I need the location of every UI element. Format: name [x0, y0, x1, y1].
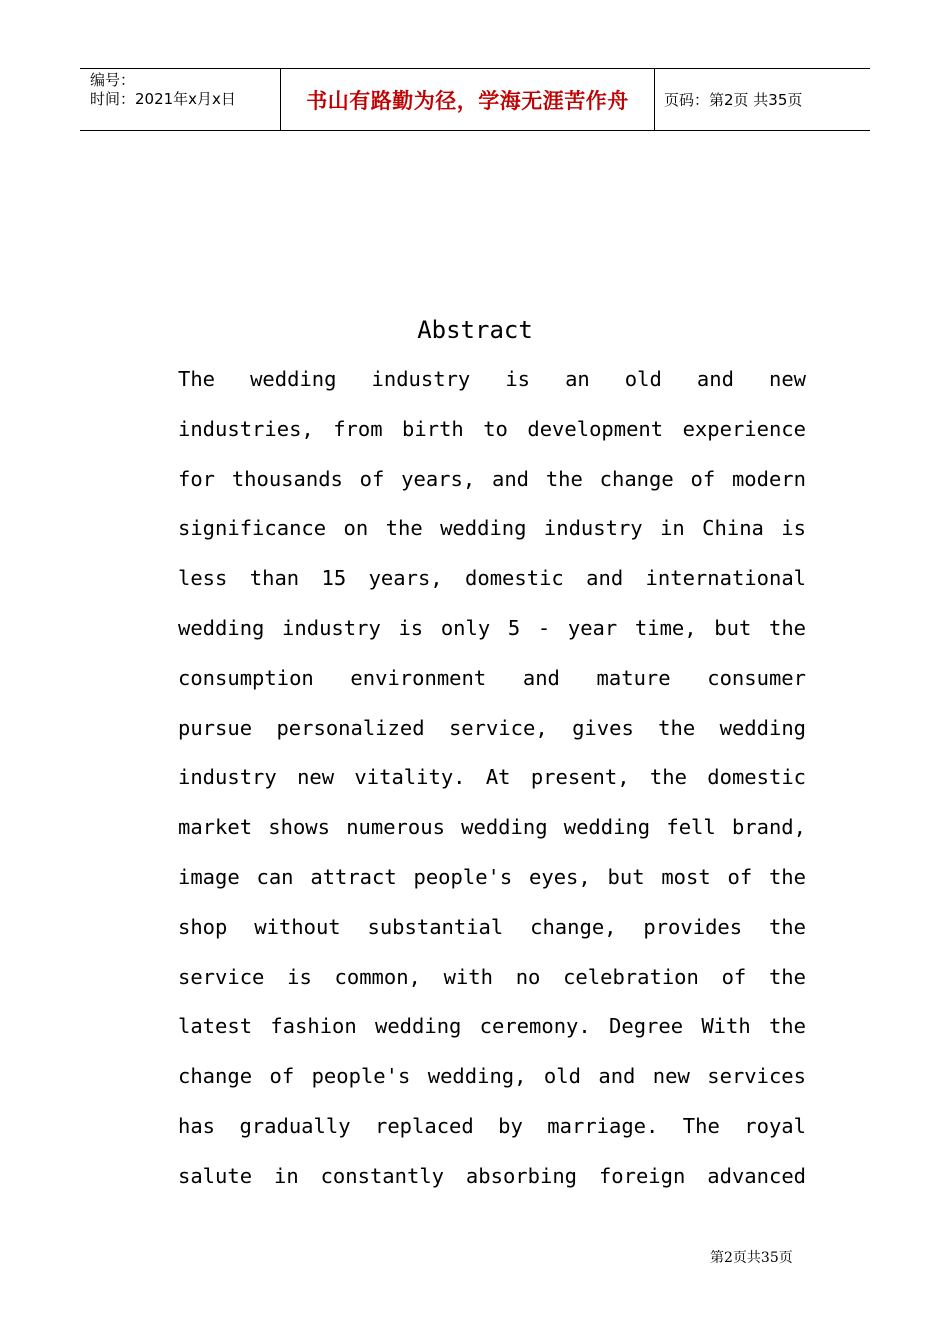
abstract-line: image can attract people's eyes, but most of the — [178, 864, 806, 889]
page-header — [80, 68, 870, 131]
abstract-line: significance on the wedding industry in China is — [178, 516, 806, 541]
abstract-body — [178, 355, 806, 1202]
header-motto-cell — [281, 69, 655, 130]
document-title: Abstract — [417, 316, 533, 344]
document-number-label: 编号： — [90, 71, 136, 89]
abstract-line: change of people's wedding, old and new services — [178, 1064, 806, 1089]
abstract-line: for thousands of years, and the change of modern — [178, 466, 806, 491]
abstract-line: has gradually replaced by marriage. The royal — [178, 1113, 806, 1138]
abstract-line: The wedding industry is an old and new — [178, 367, 806, 391]
header-meta — [80, 69, 281, 130]
abstract-line: salute in constantly absorbing foreign advanced — [178, 1163, 806, 1188]
document-date-label: 时间：2021年x月x日 — [90, 90, 236, 108]
abstract-line: industry new vitality. At present, the domestic — [178, 765, 806, 790]
footer-page-indicator: 第2页共35页 — [710, 1250, 793, 1266]
abstract-line: latest fashion wedding ceremony. Degree With the — [178, 1014, 806, 1039]
abstract-line: market shows numerous wedding wedding fell brand, — [178, 815, 806, 840]
abstract-line: wedding industry is only 5 - year time, but the — [178, 615, 806, 640]
abstract-line: less than 15 years, domestic and international — [178, 566, 806, 591]
abstract-line: pursue personalized service, gives the wedding — [178, 715, 806, 740]
abstract-line: consumption environment and mature consumer — [178, 665, 806, 690]
header-page-cell — [655, 69, 870, 130]
abstract-line: service is common, with no celebration of the — [178, 964, 806, 989]
header-page-label: 页码：第2页 共35页 — [664, 91, 803, 109]
abstract-line: shop without substantial change, provides the — [178, 914, 806, 939]
abstract-line: industries, from birth to development experience — [178, 416, 806, 441]
page-footer — [710, 1247, 793, 1267]
header-motto: 书山有路勤为径，学海无涯苦作舟 — [306, 88, 629, 113]
